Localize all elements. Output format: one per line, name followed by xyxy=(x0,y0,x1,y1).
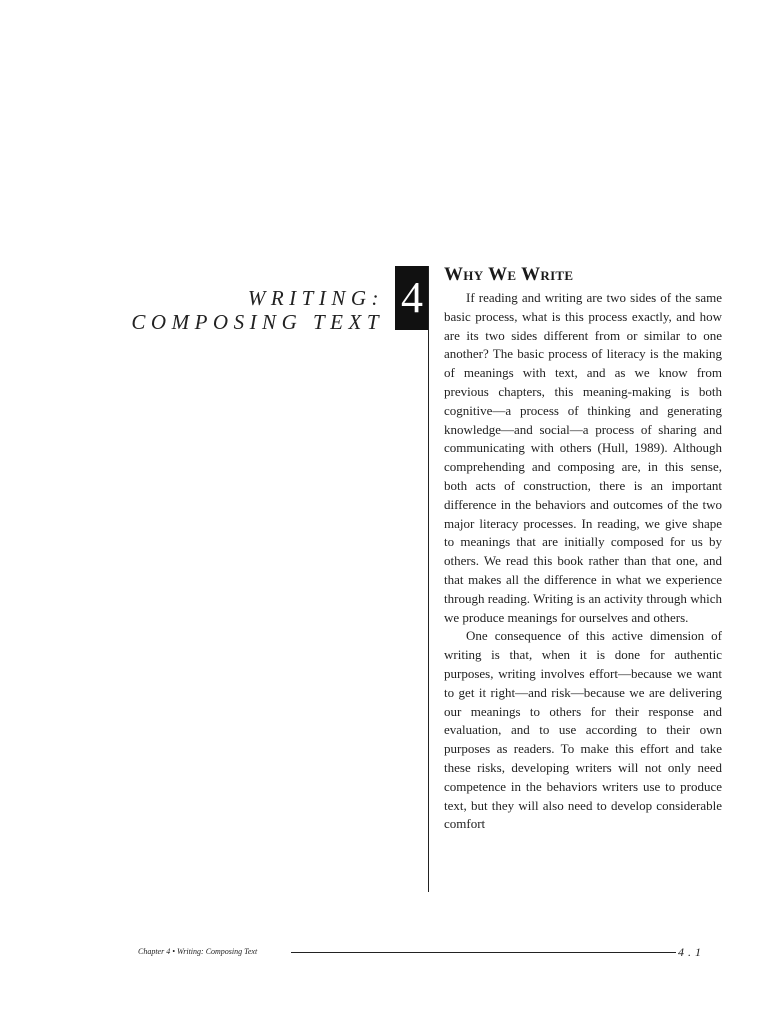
chapter-title-line-2: COMPOSING TEXT xyxy=(131,310,384,334)
chapter-title xyxy=(131,286,384,334)
running-footer: Chapter 4 • Writing: Composing Text xyxy=(138,947,258,956)
chapter-number-tab: 4 xyxy=(395,266,429,330)
chapter-title-line-1: WRITING: xyxy=(247,286,384,310)
main-content xyxy=(444,262,722,834)
vertical-rule xyxy=(428,266,429,892)
body-paragraph-1: If reading and writing are two sides of the same basic process, what is this process exactly, and how are its two sides different from or similar to one another? The basic process of literacy is the making of meanings with text, and as we know from previous chapters, this meaning-making is both cognitive—a process of thinking and generating knowledge—and social—a process of sharing and communicating with others (Hull, 1989). Although comprehending and composing are, in this sense, both acts of construction, there is an important difference in the behaviors and outcomes of the two major literacy processes. In reading, we give shape to meanings that are initially composed for us by others. We read this book rather than that one, and that makes all the difference in what we experience through reading. Writing is an activity through which we produce meanings for ourselves and others. xyxy=(444,290,722,625)
body-paragraph-2: One consequence of this active dimension of writing is that, when it is done for authentic purposes, writing involves effort—because we want to get it right—and risk—because we are delivering our meanings to others for their response and evaluation, and to use according to their own purposes as readers. To make this effort and take these risks, developing writers will not only need competence in the behaviors writers use to produce text, but they will also need to develop considerable comfort xyxy=(444,628,722,832)
footer-rule xyxy=(291,952,676,953)
section-heading: Why We Write xyxy=(444,264,574,285)
page-number: 4.1 xyxy=(678,945,705,959)
